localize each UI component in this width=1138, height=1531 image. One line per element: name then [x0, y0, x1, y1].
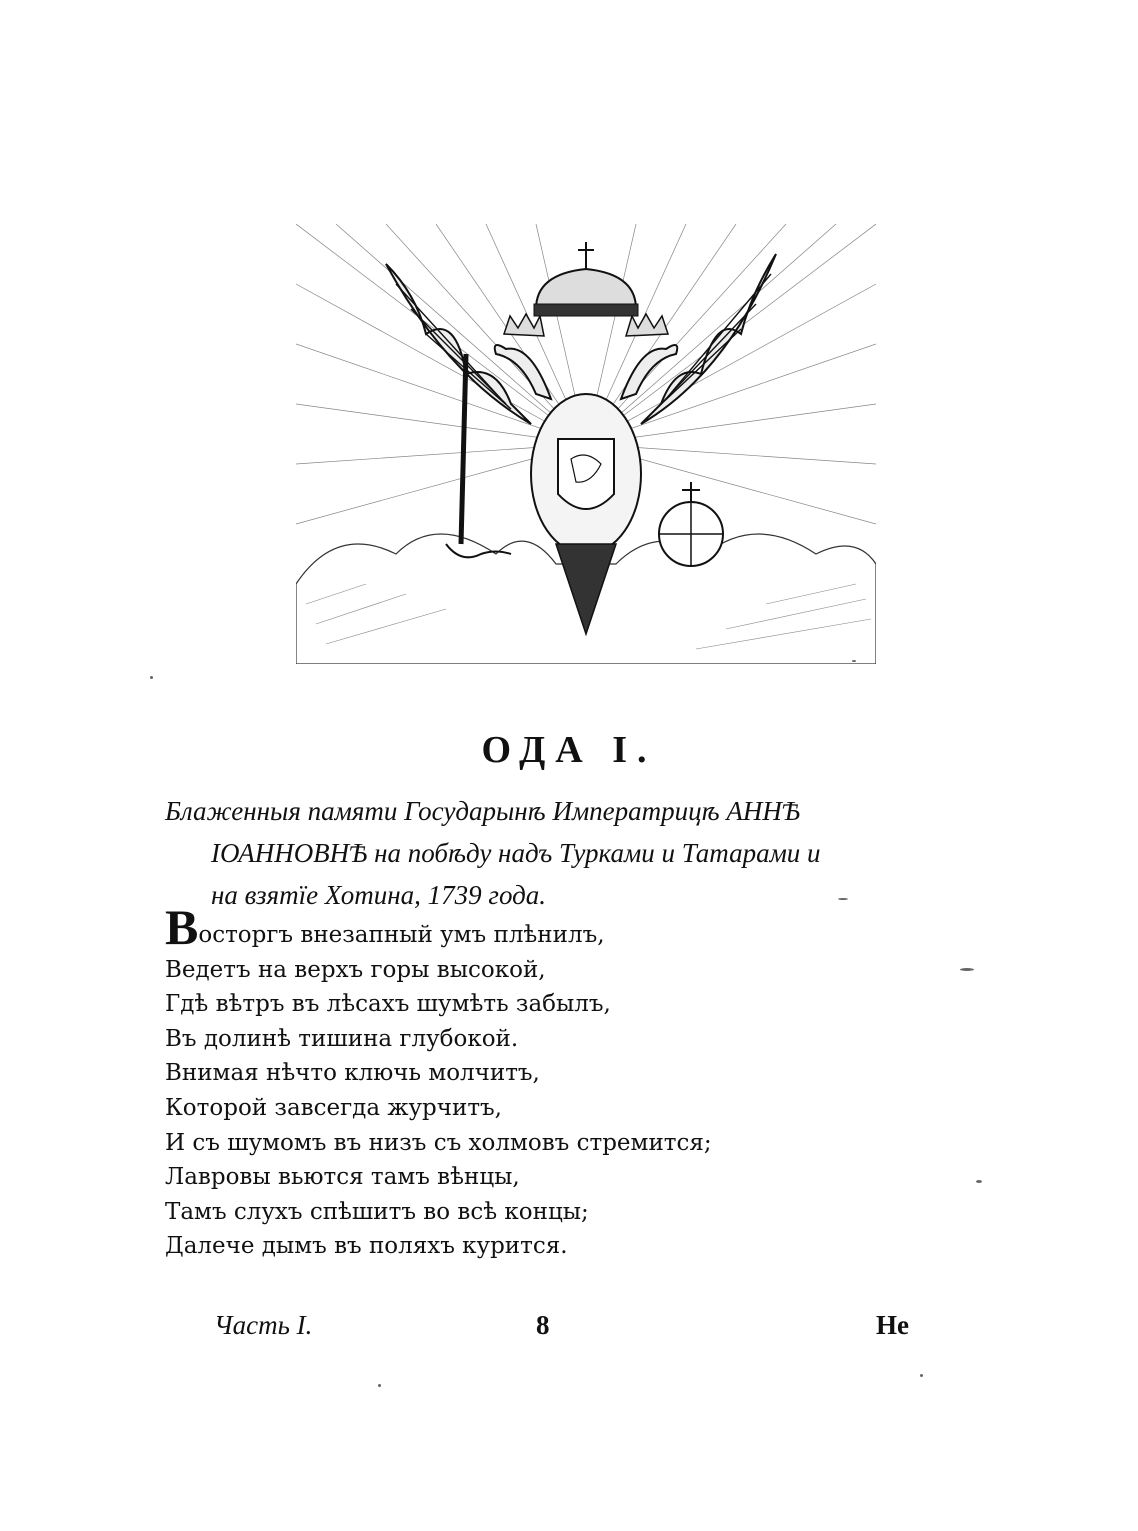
verse-line: Тамъ слухъ спѣшитъ во всѣ концы;: [165, 1198, 589, 1225]
verse-line: Внимая нѣчто ключь молчитъ,: [165, 1060, 540, 1087]
paper-speck: [960, 968, 974, 971]
verse-line: И съ шумомъ въ низъ съ холмовъ стремится;: [165, 1129, 712, 1156]
paper-speck: [920, 1374, 923, 1377]
dedication-line: IОАННОВНѢ на побѣду надъ Турками и Татарами и: [211, 838, 821, 868]
verse-line: Гдѣ вѣтръ въ лѣсахъ шумѣть забылъ,: [165, 991, 611, 1018]
double-headed-eagle-icon: [296, 224, 876, 664]
verse-line: Лавровы вьются тамъ вѣнцы,: [165, 1164, 520, 1191]
verse-line: Въ долинѣ тишина глубокой.: [165, 1025, 519, 1052]
stanza: [165, 899, 925, 1264]
paper-speck: [838, 898, 848, 900]
paper-speck: [150, 676, 153, 679]
verse-line: Которой завсегда журчитъ,: [165, 1094, 502, 1121]
signature-mark: 8: [536, 1310, 550, 1340]
verse-line: Далече дымъ въ поляхъ курится.: [165, 1233, 568, 1260]
verse-line: [165, 899, 925, 955]
verse-first-rest: осторгъ внезапный умъ плѣнилъ,: [198, 922, 605, 948]
catchword: Не: [876, 1310, 909, 1340]
paper-speck: [852, 660, 856, 662]
dedication: [165, 790, 925, 916]
paper-speck: [378, 1384, 381, 1387]
page-title: ОДА I.: [481, 729, 657, 771]
paper-speck: [976, 1180, 982, 1183]
drop-cap: В: [165, 899, 199, 955]
verse-line: Ведетъ на верхъ горы высокой,: [165, 956, 546, 983]
part-label: Часть I.: [214, 1310, 313, 1340]
dedication-line: Блаженныя памяти Государынѣ Императрицѣ АННѢ: [165, 796, 801, 826]
dedication-line: на взятїе Хотина, 1739 года.: [211, 880, 547, 910]
